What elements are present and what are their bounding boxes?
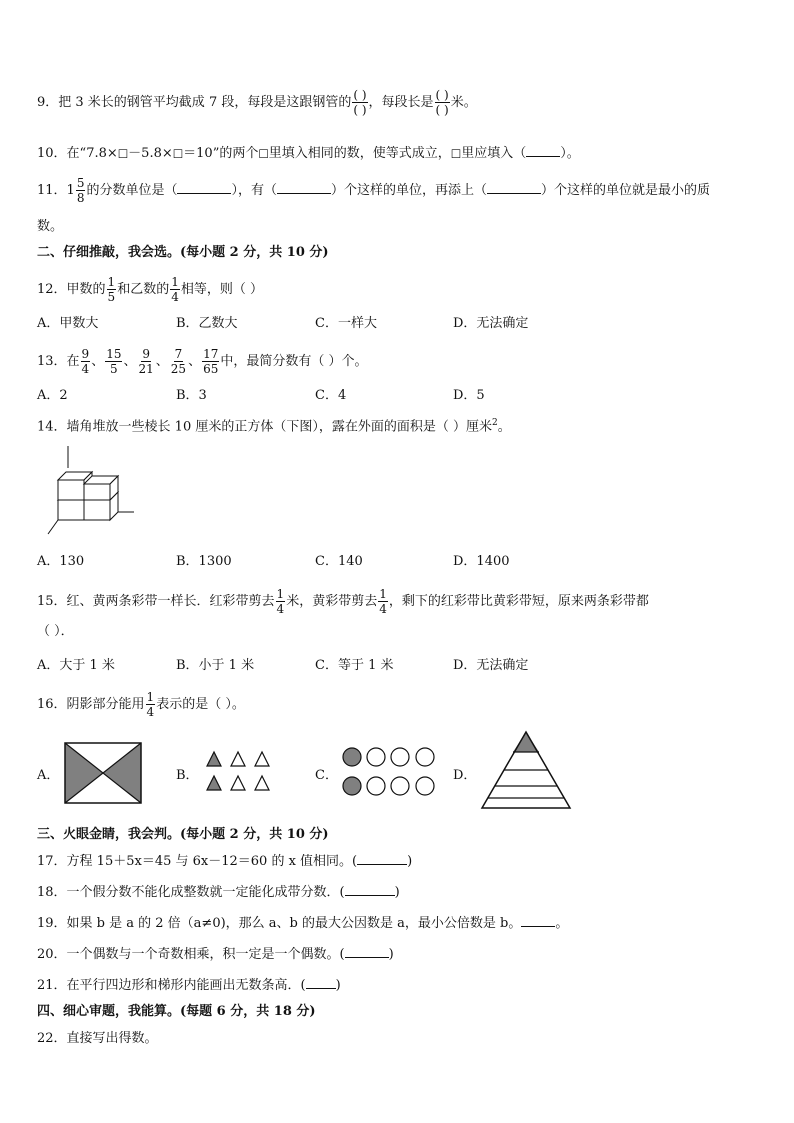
question-17: 17．方程 15＋5x＝45 与 6x－12＝60 的 x 值相同。( ) [37, 854, 413, 869]
q9-blank-fraction-1: $\frac{( )}{( )}$ [353, 88, 367, 117]
question-11-cont: 数。 [37, 219, 64, 234]
square-box-icon: □ [258, 146, 269, 160]
square-diagonals-figure [64, 742, 142, 804]
q12-option-b[interactable]: B．乙数大 [176, 316, 238, 331]
fraction-15-5: $\frac{15}{5}$ [106, 347, 122, 376]
fraction-1-4: $\frac{1}{4}$ [379, 587, 387, 616]
q13-option-b[interactable]: B．3 [176, 388, 207, 403]
section-3-heading: 三、火眼金睛，我会判。(每小题 2 分，共 10 分) [37, 827, 329, 842]
q13-option-d[interactable]: D．5 [453, 388, 485, 403]
question-22: 22．直接写出得数。 [37, 1031, 158, 1046]
square-box-icon: □ [117, 146, 129, 160]
q9-text: 9．把 3 米长的钢管平均截成 7 段，每段是这跟钢管的 [37, 95, 352, 110]
question-9 [37, 88, 477, 117]
q13-option-a[interactable]: A．2 [37, 388, 68, 403]
triangles-figure [205, 750, 273, 794]
q9-blank-fraction-2: $\frac{( )}{( )}$ [435, 88, 449, 117]
answer-blank[interactable] [521, 914, 555, 927]
question-10: 10．在“7.8×□－5.8×□＝10”的两个□里填入相同的数，使等式成立，□里应填入（ ）。 [37, 146, 580, 161]
q14-option-c[interactable]: C．140 [315, 554, 363, 569]
fraction-9-4: $\frac{9}{4}$ [81, 347, 90, 376]
q15-option-a[interactable]: A．大于 1 米 [37, 658, 115, 673]
answer-blank[interactable] [177, 181, 231, 194]
question-11: 11．1 $\frac{5}{8}$ 的分数单位是（ ），有（ ）个这样的单位，再添上（ ）个这样的单位就是最小的质 [37, 176, 711, 205]
fraction-9-21: $\frac{9}{21}$ [138, 347, 154, 376]
answer-blank[interactable] [526, 144, 560, 157]
q15-option-d[interactable]: D．无法确定 [453, 658, 529, 673]
section-4-heading: 四、细心审题，我能算。(每题 6 分，共 18 分) [37, 1004, 316, 1019]
question-14: 14．墙角堆放一些棱长 10 厘米的正方体（下图），露在外面的面积是（ ）厘米$^2$。 [37, 418, 511, 435]
fraction-7-25: $\frac{7}{25}$ [170, 347, 187, 376]
q9-text-2: ，每段长是 [368, 95, 434, 110]
fraction-17-65: $\frac{17}{65}$ [203, 347, 219, 376]
q13-option-c[interactable]: C．4 [315, 388, 347, 403]
q14-option-a[interactable]: A．130 [37, 554, 85, 569]
mixed-whole: 1 [66, 183, 75, 198]
question-16: 16．阴影部分能用 $\frac{1}{4}$ 表示的是（ ）。 [37, 690, 245, 719]
q16-option-a[interactable]: A． [37, 768, 60, 783]
circles-figure [340, 745, 438, 799]
q12-option-a[interactable]: A．甲数大 [37, 316, 99, 331]
fraction-1-4: $\frac{1}{4}$ [276, 587, 285, 616]
q14-option-d[interactable]: D．1400 [453, 554, 510, 569]
fraction-1-4: $\frac{1}{4}$ [171, 275, 179, 304]
square-box-icon: □ [172, 146, 184, 160]
question-20: 20．一个偶数与一个奇数相乘，积一定是一个偶数。( ) [37, 947, 394, 962]
question-15: 15．红、黄两条彩带一样长．红彩带剪去 $\frac{1}{4}$ 米，黄彩带剪去 $\frac{1}{4}$ ，剩下的红彩带比黄彩带短，原来两条彩带都 [37, 587, 649, 616]
section-2-heading: 二、仔细推敲，我会选。(每小题 2 分，共 10 分) [37, 245, 329, 260]
q12-option-c[interactable]: C．一样大 [315, 316, 377, 331]
stacked-cubes-figure [44, 444, 136, 536]
q16-option-c[interactable]: C． [315, 768, 338, 783]
question-19: 19．如果 b 是 a 的 2 倍（a≠0)，那么 a、b 的最大公因数是 a，最小公倍数是 b。 。 [37, 916, 569, 931]
answer-blank[interactable] [357, 852, 407, 865]
answer-blank[interactable] [345, 883, 395, 896]
layered-triangle-figure [480, 730, 572, 810]
square-box-icon: □ [450, 146, 462, 160]
question-13: 13．在 $\frac{9}{4}$ 、 $\frac{15}{5}$ 、 $\frac{9}{21}$ 、 $\frac{7}{25}$ 、 $\frac{17}{65}$ 中，最简分数有（ ）个。 [37, 347, 368, 376]
question-15-cont: （ ）． [37, 624, 74, 639]
answer-blank[interactable] [306, 976, 336, 989]
q9-text-3: 米。 [450, 95, 477, 110]
q14-option-b[interactable]: B．1300 [176, 554, 232, 569]
q16-option-b[interactable]: B． [176, 768, 199, 783]
q16-option-d[interactable]: D． [453, 768, 477, 783]
answer-blank[interactable] [345, 945, 389, 958]
question-12: 12．甲数的 $\frac{1}{5}$ 和乙数的 $\frac{1}{4}$ 相等，则（ ） [37, 275, 263, 304]
q15-option-b[interactable]: B．小于 1 米 [176, 658, 255, 673]
fraction-5-8: $\frac{5}{8}$ [76, 176, 85, 205]
answer-blank[interactable] [487, 181, 541, 194]
q12-option-d[interactable]: D．无法确定 [453, 316, 529, 331]
fraction-1-5: $\frac{1}{5}$ [107, 275, 116, 304]
fraction-1-4: $\frac{1}{4}$ [146, 690, 155, 719]
answer-blank[interactable] [277, 181, 331, 194]
q15-option-c[interactable]: C．等于 1 米 [315, 658, 394, 673]
question-18: 18．一个假分数不能化成整数就一定能化成带分数．( ) [37, 885, 400, 900]
question-21: 21．在平行四边形和梯形内能画出无数条高．( ) [37, 978, 341, 993]
